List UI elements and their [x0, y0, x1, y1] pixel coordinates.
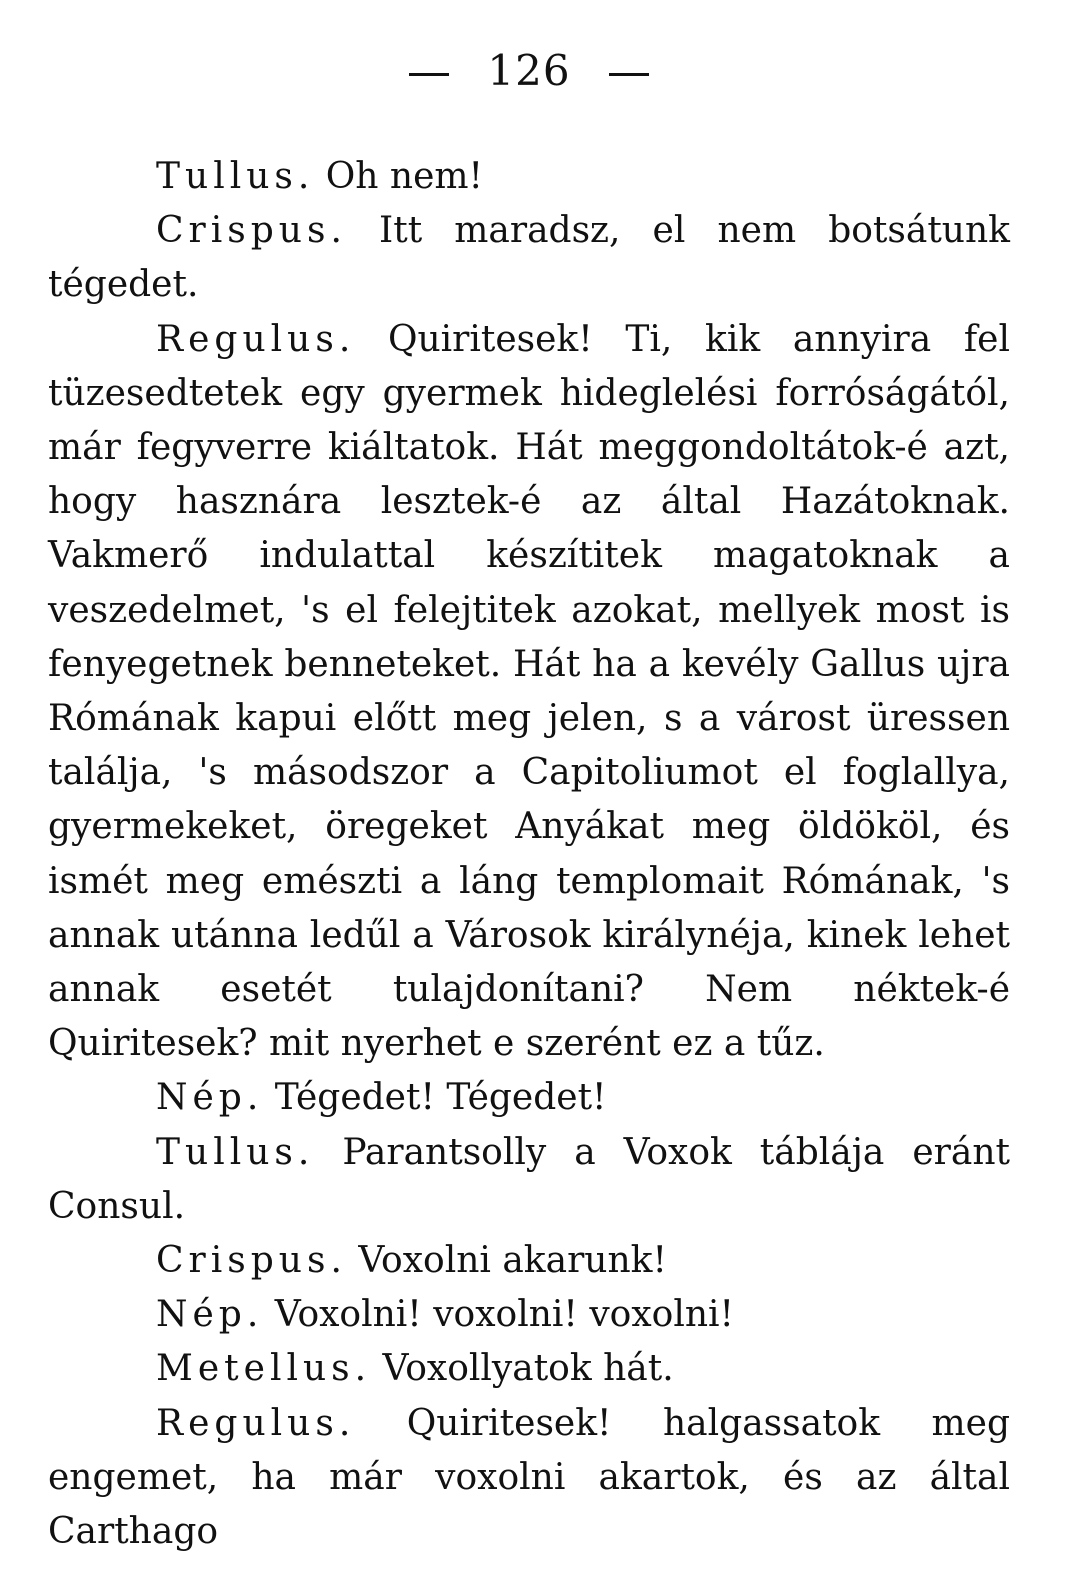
speaker-name: Regulus. — [156, 318, 356, 360]
dialogue-line-metellus-1 — [48, 1342, 1010, 1396]
dialogue-text: Quiritesek! halgassatok meg engemet, ha már voxolni akartok, és az által Carthago — [48, 1402, 1010, 1553]
speaker-name: Metellus. — [156, 1348, 372, 1390]
speaker-name: Tullus. — [156, 156, 315, 197]
dialogue-text: Itt maradsz, el nem botsátunk tégedet. — [48, 210, 1010, 306]
page-header — [48, 30, 1010, 110]
speaker-name: Crispus. — [156, 1240, 347, 1282]
header-dash-right — [609, 73, 649, 76]
dialogue-text: Voxolni akarunk! — [358, 1240, 667, 1282]
dialogue-line-crispus-1 — [48, 204, 1010, 312]
speaker-name: Crispus. — [156, 210, 347, 252]
dialogue-text: Voxollyatok hát. — [382, 1348, 674, 1390]
dialogue-line-tullus-1 — [48, 150, 1010, 204]
book-page — [48, 30, 1010, 1560]
dialogue-line-regulus-1 — [48, 313, 1010, 1072]
dialogue-line-regulus-2 — [48, 1397, 1010, 1560]
dialogue-line-nep-2 — [48, 1288, 1010, 1342]
speaker-name: Nép. — [156, 1294, 264, 1336]
dialogue-line-nep-1 — [48, 1071, 1010, 1125]
page-body — [48, 150, 1010, 1559]
speaker-name: Tullus. — [156, 1131, 315, 1173]
dialogue-text: Quiritesek! Ti, kik annyira fel tüzesedtetek egy gyermek hideglelési forróságától, már fegyverre kiáltatok. Hát meggondoltátok-é azt, hogy hasznára lesztek-é az által Hazátoknak. Vakmerő indulattal készítitek magatoknak a veszedelmet, 's el felejtitek azokat, mellyek most is fenyegetnek benneteket. Hát ha a kevély Gallus ujra Rómának kapui előtt meg jelen, s a várost üressen találja, 's másodszor a Capitoliumot el foglallya, gyermekeket, öregeket Anyákat meg öldököl, és ismét meg emészti a láng templomait Rómának, 's annak utánna ledűl a Városok királynéja, kinek lehet annak esetét tulajdonítani? Nem néktek-é Quiritesek? mit nyerhet e szerént ez a tűz. — [48, 318, 1010, 1065]
speaker-name: Regulus. — [156, 1402, 356, 1444]
speaker-name: Nép. — [156, 1077, 264, 1119]
page-number: 126 — [487, 45, 571, 95]
dialogue-line-tullus-2 — [48, 1126, 1010, 1234]
dialogue-text: Voxolni! voxolni! voxolni! — [274, 1294, 734, 1336]
dialogue-text: Parantsolly a Voxok táblája eránt Consul. — [48, 1131, 1010, 1227]
dialogue-text: Tégedet! Tégedet! — [274, 1077, 607, 1119]
header-dash-left — [409, 73, 449, 76]
dialogue-line-crispus-2 — [48, 1234, 1010, 1288]
dialogue-text: Oh nem! — [325, 156, 484, 197]
